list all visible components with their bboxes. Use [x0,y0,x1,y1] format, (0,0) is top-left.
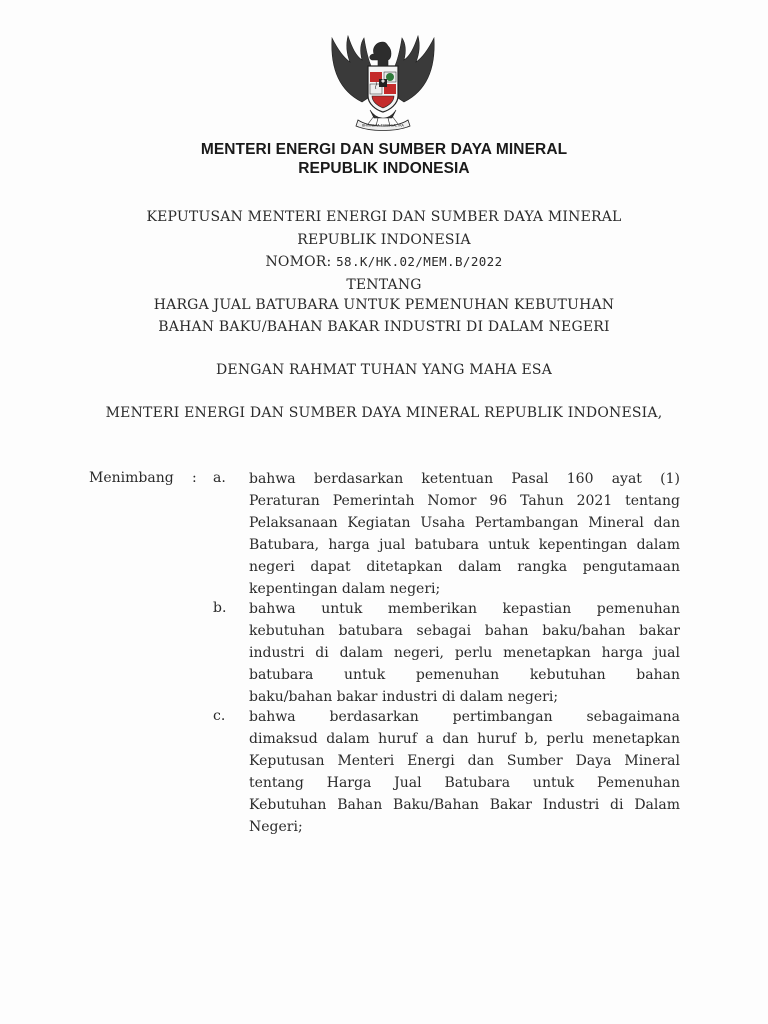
menimbang-label: Menimbang [89,470,174,486]
item-b-line: industri di dalam negeri, perlu menetapkan harga jual [249,645,680,661]
item-c-line: bahwa berdasarkan pertimbangan sebagaimana [249,709,680,725]
svg-text:BHINNEKA TUNGGAL IKA: BHINNEKA TUNGGAL IKA [362,123,404,128]
decree-subject-line1: HARGA JUAL BATUBARA UNTUK PEMENUHAN KEBUTUHAN [153,297,615,313]
decree-title: KEPUTUSAN MENTERI ENERGI DAN SUMBER DAYA MINERAL [146,209,622,225]
decree-subject-line2: BAHAN BAKU/BAHAN BAKAR INDUSTRI DI DALAM NEGERI [158,319,610,335]
blessing-line: DENGAN RAHMAT TUHAN YANG MAHA ESA [215,362,553,378]
menimbang-colon: : [192,470,197,486]
item-c-line: Kebutuhan Bahan Baku/Bahan Bakar Industri di Dalam [249,797,680,813]
item-c-line: Keputusan Menteri Energi dan Sumber Daya Mineral [249,753,680,769]
item-c-line: tentang Harga Jual Batubara untuk Pemenuhan [249,775,680,791]
item-b-line: baku/bahan bakar industri di dalam negeri; [249,689,559,705]
decree-number [0,254,768,270]
item-a-line: Pelaksanaan Kegiatan Usaha Pertambangan Mineral dan [249,515,680,531]
item-a-line: negeri dapat ditetapkan dalam rangka pengutamaan [249,559,680,575]
item-c-line: Negeri; [249,819,303,835]
item-c-line: dimaksud dalam huruf a dan huruf b, perlu menetapkan [249,731,680,747]
item-b-line: batubara untuk pemenuhan kebutuhan bahan [249,667,680,683]
decree-title-country: REPUBLIK INDONESIA [297,232,471,248]
item-a-line: bahwa berdasarkan ketentuan Pasal 160 ayat (1) [249,471,680,487]
ministry-title: MENTERI ENERGI DAN SUMBER DAYA MINERAL [200,141,568,158]
decree-number-label: NOMOR: [265,254,332,270]
item-letter-b: b. [213,600,227,616]
item-b-line: kebutuhan batubara sebagai bahan baku/bahan bakar [249,623,680,639]
decree-number-value: 58.K/HK.02/MEM.B/2022 [336,254,503,269]
ministry-country: REPUBLIK INDONESIA [298,160,470,177]
item-a-line: Peraturan Pemerintah Nomor 96 Tahun 2021 tentang [249,493,680,509]
item-letter-a: a. [213,470,226,486]
item-a-line: Batubara, harga jual batubara untuk kepentingan dalam [249,537,680,553]
tentang-heading: TENTANG [346,277,422,293]
authority-line: MENTERI ENERGI DAN SUMBER DAYA MINERAL REPUBLIK INDONESIA, [105,405,663,421]
item-a-line: kepentingan dalam negeri; [249,581,441,597]
item-letter-c: c. [213,708,226,724]
garuda-emblem-icon [322,32,444,136]
item-b-line: bahwa untuk memberikan kepastian pemenuhan [249,601,680,617]
